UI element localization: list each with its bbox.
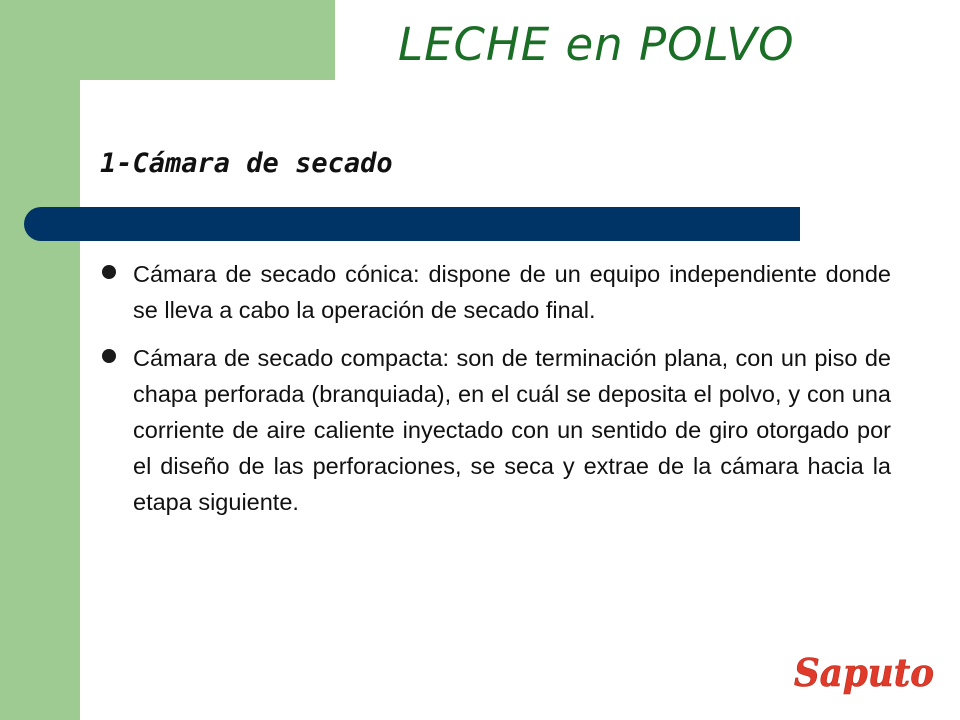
bullet-item	[101, 340, 891, 520]
slide-title: LECHE en POLVO	[398, 18, 795, 71]
section-heading: 1-Cámara de secado	[100, 148, 393, 179]
bullet-dot-icon	[102, 265, 116, 279]
left-green-sidebar	[0, 0, 80, 720]
saputo-logo-text: Saputo	[794, 650, 934, 695]
heading-divider-bar	[24, 207, 800, 241]
bullet-dot-icon	[102, 349, 116, 363]
bullet-text: Cámara de secado cónica: dispone de un equipo independiente donde se lleva a cabo la operación de secado final.	[133, 261, 891, 323]
bullet-item	[101, 256, 891, 328]
bullet-text: Cámara de secado compacta: son de terminación plana, con un piso de chapa perforada (branquiada), en el cuál se deposita el polvo, y con una corriente de aire caliente inyectado con un sentido de giro otorgado por el diseño de las perforaciones, se seca y extrae de la cámara hacia la etapa siguiente.	[133, 345, 891, 515]
top-green-band	[0, 0, 335, 80]
saputo-logo	[790, 650, 940, 698]
bullet-list	[101, 256, 891, 532]
